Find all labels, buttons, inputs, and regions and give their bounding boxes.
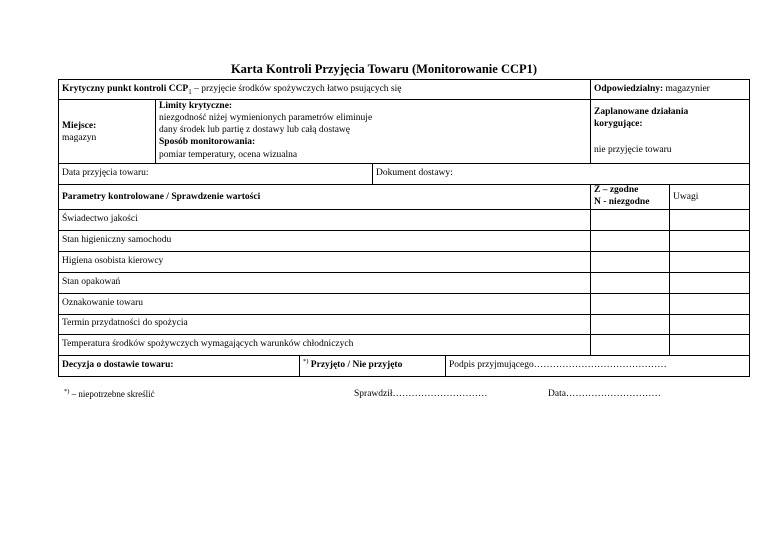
responsible-cell [594,84,710,95]
limits-label: Limity krytyczne: [159,101,233,111]
actions-label-2: korygujące: [594,119,643,129]
ccp-description: – przyjęcie środków spożywczych łatwo psujących się [191,84,402,94]
ccp-cell [62,84,401,95]
decision-footnote-mark: *) [303,357,309,365]
param-row-quality-certificate: Świadectwo jakości [62,214,138,224]
actions-value: nie przyjęcie towaru [594,145,672,155]
limits-line-1: niezgodność niżej wymienionych parametrów eliminuje [159,113,373,123]
param-row-temperature: Temperatura środków spożywczych wymagających warunków chłodniczych [62,339,354,349]
date-field: Data………………………… [548,389,661,399]
decision-options: Przyjęto / Nie przyjęto [308,360,403,370]
decision-label: Decyzja o dostawie towaru: [62,360,174,370]
n-label: N - niezgodne [594,197,650,207]
param-row-packaging: Stan opakowań [62,277,121,287]
method-value: pomiar temperatury, ocena wizualna [159,150,298,160]
param-row-driver-hygiene: Higiena osobista kierowcy [62,256,164,266]
limits-line-2: dany środek lub partię z dostawy lub całą dostawę [159,125,350,135]
document-title: Karta Kontroli Przyjęcia Towaru (Monitorowanie CCP1) [230,62,538,76]
checked-by-field: Sprawdził………………………… [354,389,488,399]
place-value: magazyn [62,133,97,143]
actions-label-1: Zaplanowane działania [594,107,689,117]
responsible-label: Odpowiedzialny: [594,84,664,94]
param-row-labeling: Oznakowanie towaru [62,298,143,308]
footnote-mark: *) [64,388,70,395]
footnote [64,389,155,400]
remarks-label: Uwagi [673,192,699,202]
param-row-expiry-date: Termin przydatności do spożycia [62,318,188,328]
decision-options-cell [303,357,403,371]
footnote-text: – niepotrzebne skreślić [69,389,155,399]
z-label: Z – zgodne [594,185,639,195]
params-header: Parametry kontrolowane / Sprawdzenie wartości [62,192,261,202]
responsible-value: magazynier [663,84,710,94]
date-label: Data przyjęcia towaru: [62,168,149,178]
method-label: Sposób monitorowania: [159,137,256,147]
signature-field: Podpis przyjmującego…………………………………… [449,360,667,370]
ccp-subscript: 1 [188,87,192,96]
document-label: Dokument dostawy: [376,168,453,178]
place-label: Miejsce: [62,121,97,131]
ccp-label: Krytyczny punkt kontroli CCP [62,84,189,94]
param-row-vehicle-hygiene: Stan higieniczny samochodu [62,235,172,245]
